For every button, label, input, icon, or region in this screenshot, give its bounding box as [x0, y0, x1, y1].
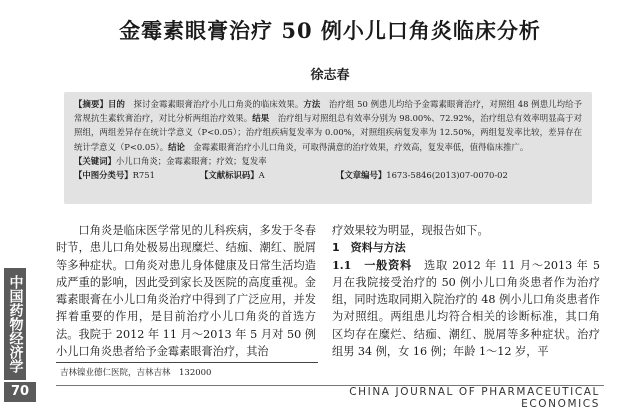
- keywords-text: 小儿口角炎；金霉素眼膏；疗效；复发率: [115, 155, 267, 166]
- method-label: 方法: [303, 99, 321, 109]
- subsection-heading: 1.1 一般资料: [332, 257, 413, 272]
- article-item: [336, 168, 508, 182]
- footnote: 吉林镍业德仁医院，吉林吉林 132000: [60, 368, 212, 378]
- author: 徐志春: [310, 68, 350, 83]
- intro-paragraph: 口角炎是临床医学常见的儿科疾病，多发于冬春时节，患儿口角处极易出现糜烂、结痂、潮红、脱屑等多种症状。口角炎对患儿身体健康及日常生活均造成严重的影响，因此受到家长及医院的高度重视。金霉素眼膏在小儿口角炎治疗中得到了广泛应用，并发挥着重要的作用，是目前治疗小儿口角炎的首选方法。我院于 2012 年 11 月～2013 年 5 月对 50 例小儿口角炎患者给予金霉素眼膏治疗，其治: [56, 224, 316, 359]
- clc-value: R751: [132, 170, 155, 181]
- article-label: 【文章编号】: [336, 170, 387, 181]
- journal-name-english: CHINA JOURNAL OF PHARMACEUTICAL ECONOMICS: [349, 386, 600, 410]
- clc-label: 【中图分类号】: [74, 170, 133, 181]
- purpose-label: 目的: [107, 99, 125, 109]
- body-left-column: [56, 222, 316, 360]
- general-data-paragraph: [332, 257, 600, 361]
- purpose-text: 探讨金霉素眼膏治疗小儿口角炎的临床效果。: [133, 99, 304, 109]
- body-right-column: [332, 222, 600, 360]
- abstract-label: 【摘要】: [74, 99, 108, 109]
- general-data-text: 选取 2012 年 11 月～2013 年 5 月在我院接受治疗的 50 例小儿口角炎患者作为治疗组，同时选取同期入院治疗的 48 例小儿口角炎患者作为对照组。两组患儿均符合相关的诊断标准，其口角区均存在糜烂、结痂、潮红、脱屑等多种症状。治疗组男 34 例，女 16 例；年龄 1～12 岁，平: [332, 258, 600, 359]
- journal-name-vertical: 中国药物经济学: [4, 268, 26, 380]
- doc-label: 【文献标识码】: [200, 170, 259, 181]
- classification-row: [74, 168, 582, 182]
- abstract-text: [74, 97, 582, 154]
- clc-item: [74, 168, 200, 182]
- abstract-box: [64, 92, 592, 204]
- footnote-divider: [56, 362, 318, 363]
- conclusion-label: 结论: [168, 141, 185, 152]
- article-title: 金霉素眼膏治疗 50 例小儿口角炎临床分析: [119, 18, 541, 43]
- conclusion-text: 金霉素眼膏治疗小儿口角炎，可取得满意的治疗效果，疗效高，复发率低，值得临床推广。: [193, 141, 529, 152]
- doc-value: A: [258, 170, 265, 181]
- keywords-label: 【关键词】: [74, 155, 116, 166]
- result-label: 结果: [252, 113, 270, 124]
- keywords: [74, 154, 582, 168]
- page-number: 70: [4, 382, 36, 402]
- doc-item: [200, 168, 336, 182]
- section-heading: 1 资料与方法: [332, 241, 406, 255]
- article-value: 1673-5846(2013)07-0070-02: [386, 170, 508, 181]
- intro-continued: 疗效果较为明显，现报告如下。: [332, 224, 489, 237]
- method-text: 治疗组 50 例患儿均给予金霉素眼膏治疗，对照组 48 例患儿均给予常规抗生素软膏治疗，对比分析两组治疗效果。: [74, 99, 583, 124]
- result-text: 治疗组与对照组总有效率分别为 98.00%、72.92%，治疗组总有效率明显高于对照组，两组差异存在统计学意义（P<0.05）；治疗组疾病复发率为 0.00%，对照组疾病复发率为 12.50%，两组复发率比较，差异存在统计学意义（P<0.05）。: [74, 113, 583, 152]
